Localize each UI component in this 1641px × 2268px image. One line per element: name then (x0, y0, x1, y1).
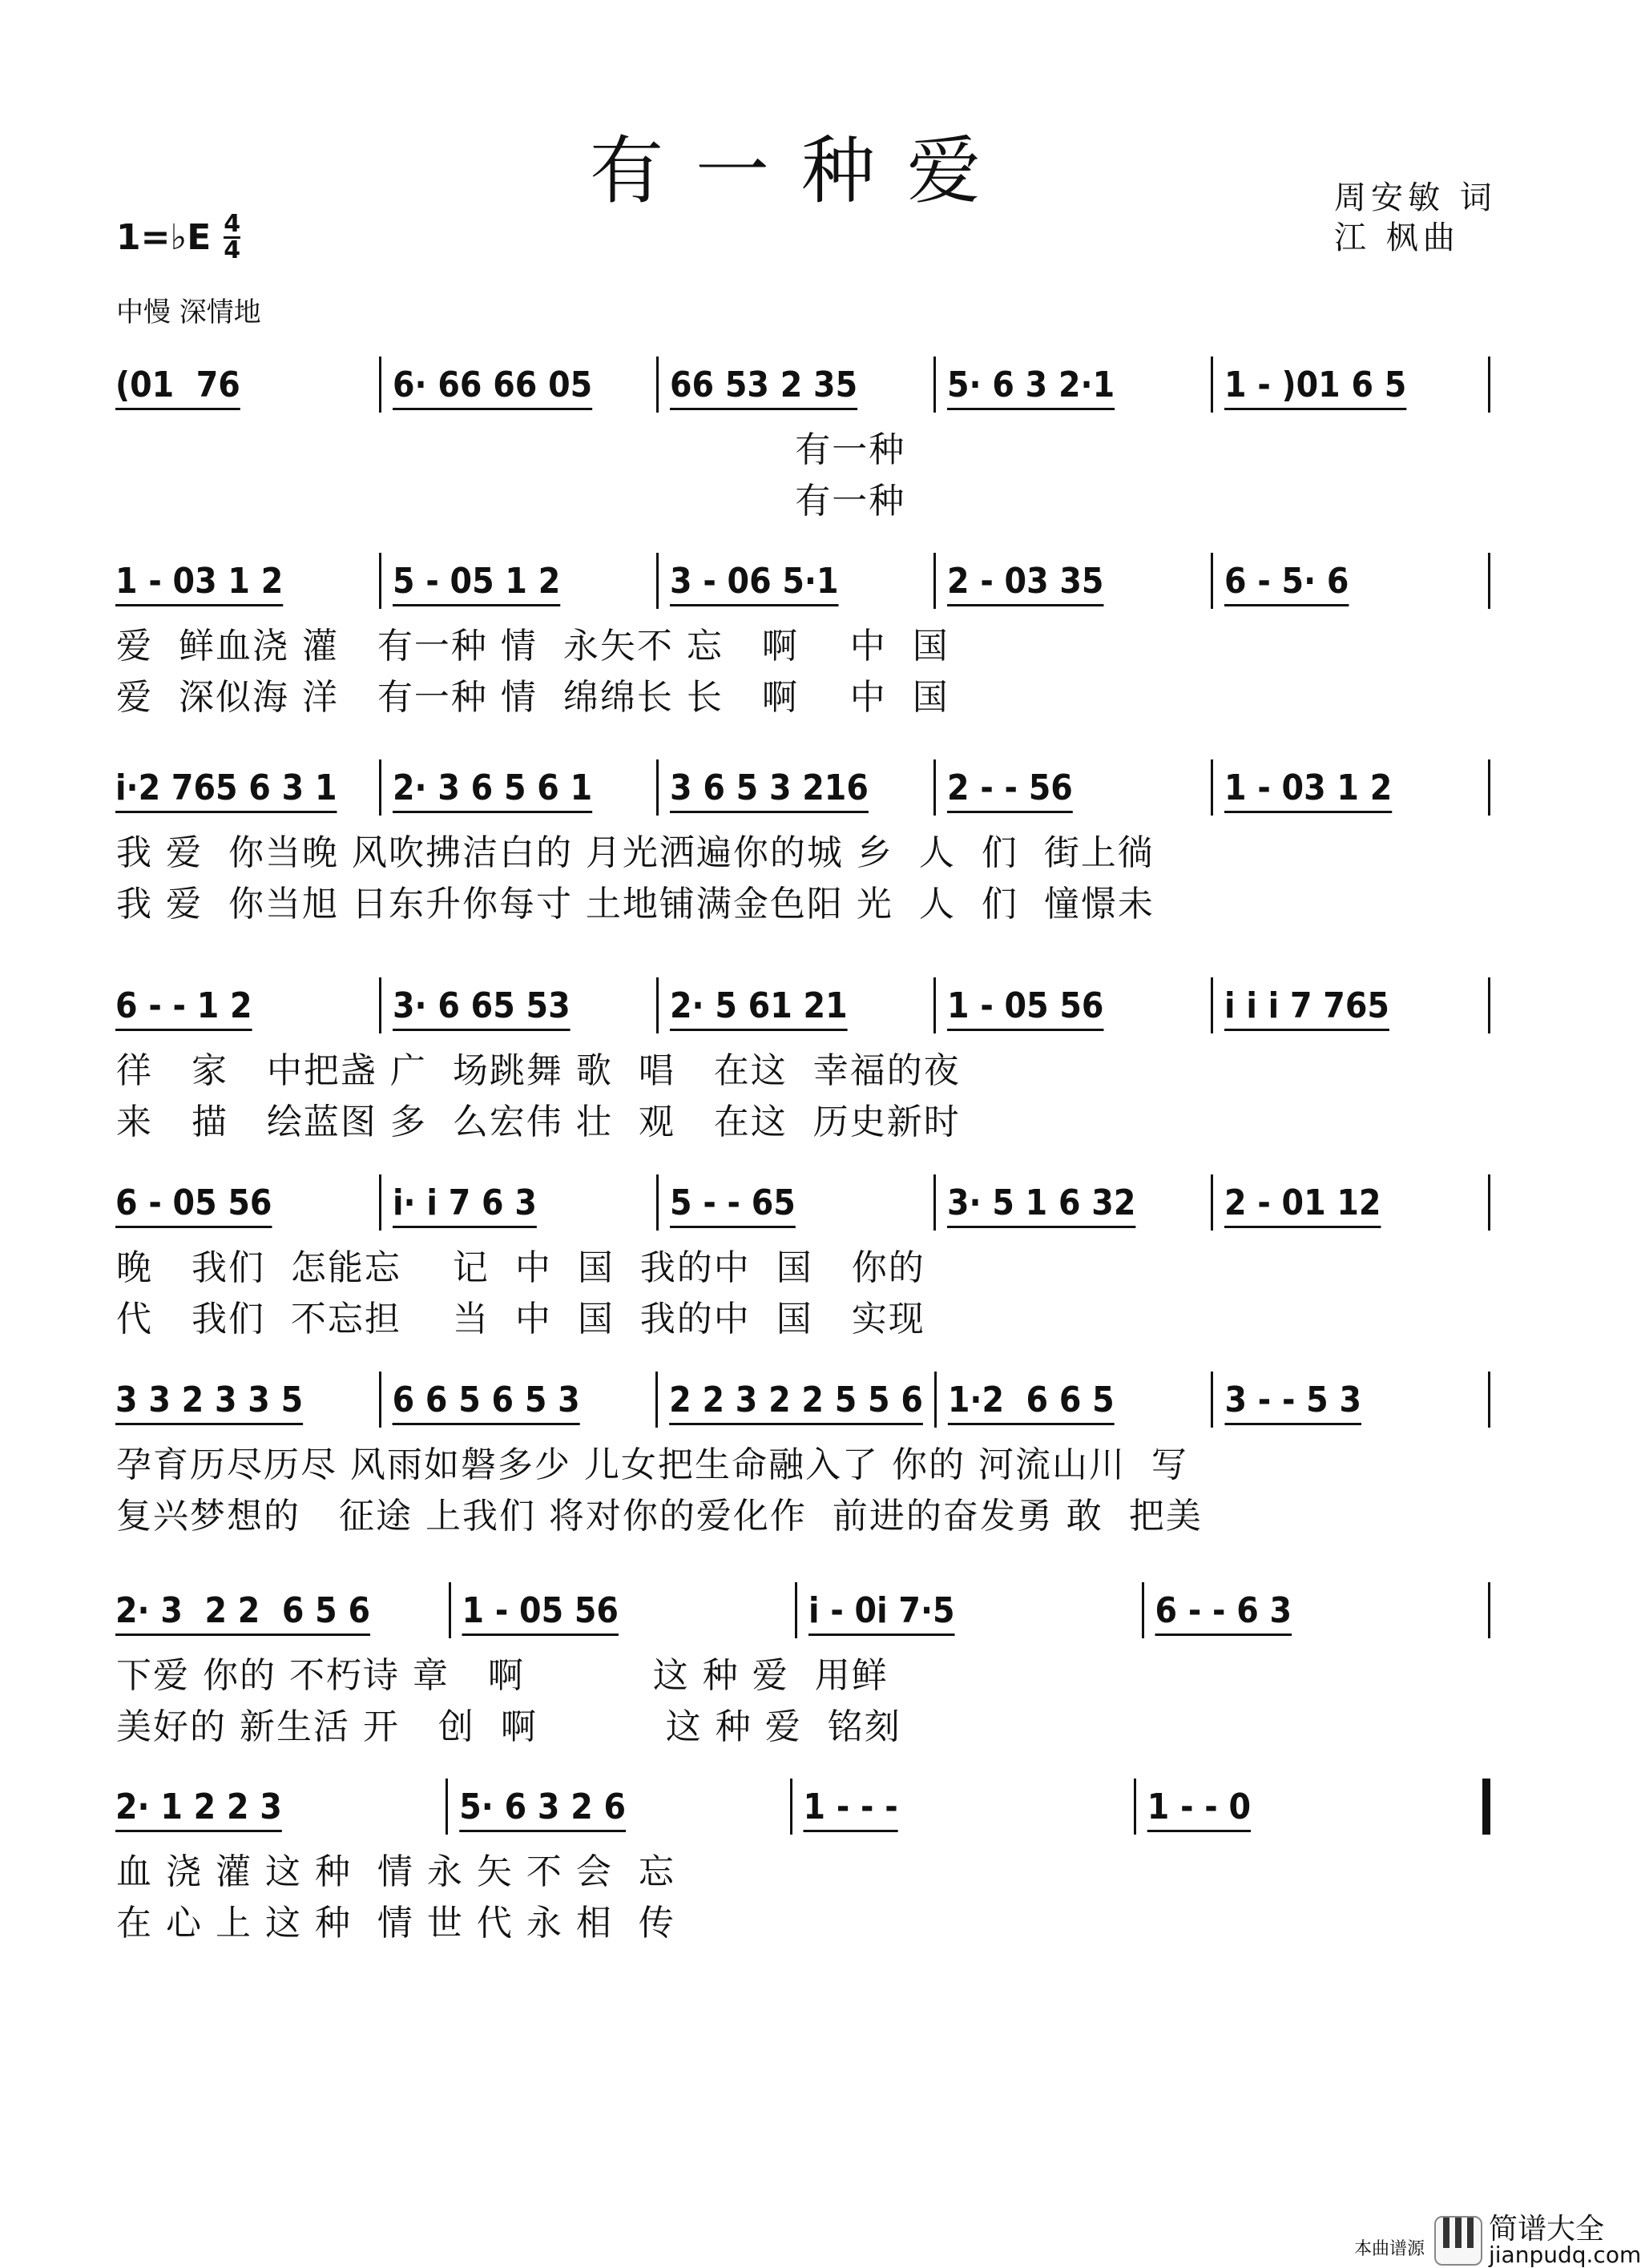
measure: 1 - 03 1 2 (115, 560, 284, 602)
measure: 5 - - 65 (670, 1182, 796, 1223)
brand-site: jianpudq.com (1489, 2242, 1641, 2268)
measure: 6· 66 66 05 (393, 364, 593, 405)
measure: 1 - 03 1 2 (1224, 767, 1393, 808)
measure: 1 - 05 56 (462, 1589, 619, 1631)
lyrics-verse-1: 血 浇 灌 这 种 情 永 矢 不 会 忘 (116, 1851, 675, 1892)
lyrics-verse-2: 我 爱 你当旭 日东升你每寸 土地铺满金色阳 光 人 们 憧憬未 (116, 884, 1155, 925)
measure: 1 - )01 6 5 (1224, 364, 1407, 405)
lyrics-verse-2: 代 我们 不忘担 当 中 国 我的中 国 实现 (116, 1299, 925, 1339)
staff-line (104, 553, 1490, 609)
staff-line (104, 1174, 1490, 1231)
measure: 6 - 5· 6 (1224, 560, 1349, 602)
time-signature (224, 212, 240, 263)
measure: i· i 7 6 3 (393, 1182, 537, 1223)
measure: i i i 7 765 (1224, 985, 1389, 1026)
bar-line (1488, 759, 1490, 816)
measure: 2 - - 56 (947, 767, 1073, 808)
lyrics-verse-2: 在 心 上 这 种 情 世 代 永 相 传 (116, 1903, 675, 1944)
lyricist: 周安敏 词 (1334, 179, 1497, 216)
song-title: 有一种爱 (589, 128, 1013, 214)
key-signature (116, 212, 240, 263)
measure: 2· 5 61 21 (670, 985, 848, 1026)
measure: 6 - - 1 2 (115, 985, 252, 1026)
lyrics-verse-2: 复兴梦想的 征途 上我们 将对你的爱化作 前进的奋发勇 敢 把美 (116, 1496, 1203, 1537)
staff-line (104, 1582, 1490, 1638)
staff-line (104, 357, 1490, 413)
measure: 66 53 2 35 (670, 364, 858, 405)
measure: 2 - 01 12 (1224, 1182, 1381, 1223)
measure: (01 76 (115, 364, 240, 405)
staff-line (104, 759, 1490, 816)
lyrics-verse-2: 有一种 (116, 481, 906, 522)
brand-name: 简谱大全 (1489, 2213, 1605, 2246)
measure: 2· 3 2 2 6 5 6 (115, 1589, 371, 1631)
bar-line (1488, 553, 1490, 609)
measure: 3 - 06 5·1 (670, 560, 839, 602)
measure: 3· 6 65 53 (393, 985, 571, 1026)
lyrics-verse-2: 爱 深似海 洋 有一种 情 绵绵长 长 啊 中 国 (116, 677, 950, 718)
measure: 2· 3 6 5 6 1 (393, 767, 593, 808)
staff-line (104, 1372, 1490, 1428)
measure: 2 2 3 2 2 5 5 6 (669, 1379, 923, 1420)
measure: 3 - - 5 3 (1224, 1379, 1362, 1420)
measure: 3 3 2 3 3 5 (115, 1379, 304, 1420)
composer: 江 枫曲 (1334, 220, 1460, 256)
staff-line (104, 977, 1490, 1033)
lyrics-verse-1: 下爱 你的 不朽诗 章 啊 这 种 爱 用鲜 (116, 1655, 889, 1696)
measure: 5 - 05 1 2 (393, 560, 561, 602)
measure: 1 - - 0 (1147, 1786, 1252, 1827)
measure: i - 0i 7·5 (808, 1589, 955, 1631)
measure: 1·2 6 6 5 (947, 1379, 1115, 1420)
bar-line (1488, 1582, 1490, 1638)
measure: 5· 6 3 2·1 (947, 364, 1115, 405)
piano-icon (1434, 2216, 1482, 2266)
lyrics-verse-2: 来 描 绘蓝图 多 么宏伟 壮 观 在这 历史新时 (116, 1102, 961, 1142)
source-note: 本曲谱源 (1354, 2239, 1425, 2259)
key-label: 1=♭E (116, 217, 212, 258)
lyrics-verse-1: 晚 我们 怎能忘 记 中 国 我的中 国 你的 (116, 1247, 925, 1288)
measure: 3 6 5 3 216 (670, 767, 869, 808)
lyrics-verse-1: 徉 家 中把盏 广 场跳舞 歌 唱 在这 幸福的夜 (116, 1050, 961, 1091)
lyrics-verse-2: 美好的 新生活 开 创 啊 这 种 爱 铭刻 (116, 1706, 901, 1747)
bar-line (1488, 1174, 1490, 1231)
bar-line (1488, 1372, 1490, 1428)
lyrics-verse-1: 爱 鲜血浇 灌 有一种 情 永矢不 忘 啊 中 国 (116, 626, 950, 667)
time-bottom: 4 (224, 236, 241, 264)
measure: 2 - 03 35 (947, 560, 1104, 602)
measure: 5· 6 3 2 6 (459, 1786, 627, 1827)
site-logo (1434, 2215, 1641, 2266)
measure: 6 - 05 56 (115, 1182, 272, 1223)
measure: 1 - - - (803, 1786, 898, 1827)
staff-line (104, 1779, 1490, 1835)
bar-line (1482, 1779, 1490, 1835)
measure: 6 - - 6 3 (1155, 1589, 1292, 1631)
time-top: 4 (224, 210, 241, 238)
measure: 1 - 05 56 (947, 985, 1104, 1026)
tempo-marking: 中慢 深情地 (116, 296, 261, 328)
bar-line (1488, 977, 1490, 1033)
measure: i·2 765 6 3 1 (115, 767, 337, 808)
bar-line (1488, 357, 1490, 413)
measure: 6 6 5 6 5 3 (392, 1379, 580, 1420)
lyrics-verse-1: 孕育历尽历尽 风雨如磐多少 儿女把生命融入了 你的 河流山川 写 (116, 1444, 1188, 1485)
measure: 3· 5 1 6 32 (947, 1182, 1136, 1223)
measure: 2· 1 2 2 3 (115, 1786, 282, 1827)
lyrics-verse-1: 有一种 (116, 429, 906, 470)
lyrics-verse-1: 我 爱 你当晚 风吹拂洁白的 月光洒遍你的城 乡 人 们 街上徜 (116, 832, 1155, 873)
